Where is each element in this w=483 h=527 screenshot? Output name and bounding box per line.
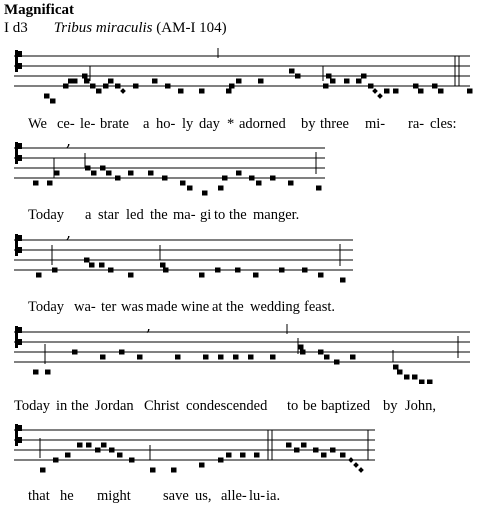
neume-note <box>270 176 276 181</box>
lyric-syllable: feast. <box>304 299 335 315</box>
lyric-syllable: made <box>146 299 178 315</box>
neume-rhombus <box>372 88 378 94</box>
neume-note <box>418 89 424 94</box>
c-clef-icon <box>18 327 22 333</box>
chant-title: Magnificat <box>4 2 74 18</box>
lyric-syllable: manger. <box>253 207 300 223</box>
neume-note <box>150 468 156 473</box>
chant-subtitle <box>4 20 227 37</box>
neume-note <box>99 263 105 268</box>
lyric-syllable: Christ <box>144 398 180 414</box>
neume-note <box>321 453 327 458</box>
breath-mark: , <box>146 322 152 335</box>
neume-note <box>344 79 350 84</box>
neume-note <box>77 443 83 448</box>
lyric-syllable: ter <box>101 299 117 315</box>
neume-note <box>163 268 169 273</box>
c-clef-icon <box>15 326 18 348</box>
neume-note <box>289 69 295 74</box>
c-clef-icon <box>18 339 22 345</box>
lyric-syllable: brate <box>100 116 129 132</box>
neume-note <box>103 84 109 89</box>
lyric-syllable: Jordan <box>95 398 134 414</box>
neume-note <box>258 79 264 84</box>
neume-note <box>109 448 115 453</box>
lyric-syllable: Today <box>28 299 65 315</box>
neume-note <box>301 443 307 448</box>
neume-note <box>226 89 232 94</box>
neume-note <box>432 84 438 89</box>
c-clef-icon <box>18 143 22 149</box>
neume-note <box>180 181 186 186</box>
lyric-syllable: adorned <box>239 116 286 132</box>
neume-note <box>286 443 292 448</box>
neume-note <box>298 345 304 350</box>
neume-note <box>413 84 419 89</box>
neume-note <box>419 380 425 385</box>
antiphon-reference: (AM-I 104) <box>156 20 227 36</box>
neume-note <box>162 176 168 181</box>
neume-rhombus <box>120 88 126 94</box>
neume-note <box>249 176 255 181</box>
lyric-syllable: three <box>320 116 349 132</box>
neume-note <box>323 84 329 89</box>
neume-note <box>178 89 184 94</box>
neume-rhombus <box>348 457 354 463</box>
lyric-syllable: was <box>121 299 144 315</box>
neume-note <box>229 84 235 89</box>
neume-note <box>330 448 336 453</box>
neume-note <box>248 355 254 360</box>
neume-note <box>438 89 444 94</box>
neume-note <box>199 463 205 468</box>
mode-label: I d3 <box>4 20 28 36</box>
neume-note <box>218 355 224 360</box>
lyric-syllable: gi <box>200 207 212 223</box>
neume-note <box>148 171 154 176</box>
neume-note <box>218 458 224 463</box>
neume-note <box>187 186 193 191</box>
c-clef-icon <box>18 63 22 69</box>
neume-note <box>45 370 51 375</box>
neume-note <box>91 171 97 176</box>
lyric-syllable: lu- <box>249 488 266 504</box>
neume-note <box>295 74 301 79</box>
neume-note <box>218 186 224 191</box>
neume-note <box>334 360 340 365</box>
staff-4 <box>0 322 483 384</box>
staff-1 <box>0 46 483 106</box>
c-clef-icon <box>15 234 18 256</box>
neume-note <box>40 468 46 473</box>
lyric-syllable: to <box>287 398 299 414</box>
lyric-syllable: led <box>126 207 144 223</box>
neume-note <box>128 171 134 176</box>
neume-note <box>52 268 58 273</box>
neume-note <box>254 453 260 458</box>
neume-note <box>175 355 181 360</box>
lyric-syllable: save <box>163 488 189 504</box>
neume-note <box>84 258 90 263</box>
lyric-syllable: he <box>60 488 74 504</box>
neume-note <box>302 268 308 273</box>
lyric-syllable: ho- <box>156 116 176 132</box>
neume-note <box>82 74 88 79</box>
neume-note <box>84 79 90 84</box>
neume-note <box>101 443 107 448</box>
lyric-syllable: in <box>56 398 68 414</box>
neume-note <box>350 355 356 360</box>
neume-note <box>199 89 205 94</box>
lyric-syllable: cles: <box>430 116 457 132</box>
neume-note <box>279 268 285 273</box>
lyric-syllable: to <box>214 207 226 223</box>
lyric-syllable: John, <box>405 398 437 414</box>
neume-note <box>128 273 134 278</box>
neume-note <box>393 89 399 94</box>
neume-note <box>235 268 241 273</box>
lyric-syllable: the <box>226 299 244 315</box>
c-clef-icon <box>15 50 18 72</box>
neume-note <box>50 99 56 104</box>
neume-note <box>117 453 123 458</box>
neume-note <box>222 176 228 181</box>
neume-note <box>240 453 246 458</box>
lyric-syllable: the <box>150 207 168 223</box>
lyric-syllable: le- <box>80 116 96 132</box>
neume-note <box>313 448 319 453</box>
lyric-syllable: wine <box>181 299 210 315</box>
neume-note <box>100 355 106 360</box>
neume-note <box>160 263 166 268</box>
lyric-syllable: the <box>229 207 247 223</box>
lyric-syllable: might <box>97 488 131 504</box>
neume-note <box>96 89 102 94</box>
neume-note <box>384 89 390 94</box>
lyric-syllable: that <box>28 488 50 504</box>
neume-note <box>467 89 473 94</box>
neume-note <box>53 458 59 463</box>
neume-rhombus <box>377 93 383 99</box>
neume-note <box>106 171 112 176</box>
neume-note <box>137 355 143 360</box>
breath-mark: , <box>66 138 72 150</box>
neume-note <box>54 171 60 176</box>
neume-note <box>226 453 232 458</box>
neume-note <box>256 181 262 186</box>
neume-note <box>65 453 71 458</box>
neume-note <box>318 350 324 355</box>
neume-note <box>33 181 39 186</box>
lyric-syllable: day <box>199 116 220 132</box>
c-clef-icon <box>15 424 18 446</box>
neume-note <box>100 166 106 171</box>
lyric-syllable: condescended <box>186 398 268 414</box>
lyric-syllable: wa- <box>74 299 96 315</box>
neume-note <box>115 176 121 181</box>
neume-note <box>294 448 300 453</box>
neume-note <box>427 380 433 385</box>
neume-note <box>95 448 101 453</box>
lyric-syllable: Today <box>14 398 51 414</box>
lyric-syllable: us, <box>195 488 212 504</box>
lyric-syllable: mi- <box>365 116 386 132</box>
neume-note <box>404 375 410 380</box>
neume-note <box>270 355 276 360</box>
c-clef-icon <box>18 235 22 241</box>
c-clef-icon <box>18 247 22 253</box>
neume-note <box>86 443 92 448</box>
lyric-syllable: a <box>85 207 92 223</box>
neume-note <box>324 355 330 360</box>
lyric-syllable: ra- <box>408 116 425 132</box>
staff-2 <box>0 138 483 198</box>
neume-note <box>412 375 418 380</box>
neume-note <box>171 468 177 473</box>
neume-note <box>72 79 78 84</box>
neume-rhombus <box>353 462 359 468</box>
neume-note <box>233 355 239 360</box>
c-clef-icon <box>18 51 22 57</box>
antiphon-name: Tribus miraculis <box>53 20 153 36</box>
neume-note <box>108 79 114 84</box>
neume-note <box>326 74 332 79</box>
lyric-syllable: * <box>227 116 235 132</box>
neume-note <box>236 171 242 176</box>
neume-note <box>361 74 367 79</box>
breath-mark: , <box>66 230 72 242</box>
lyric-syllable: at <box>212 299 223 315</box>
neume-note <box>393 365 399 370</box>
neume-note <box>36 273 42 278</box>
lyric-syllable: We <box>28 116 47 132</box>
neume-note <box>33 370 39 375</box>
neume-note <box>330 79 336 84</box>
neume-note <box>133 84 139 89</box>
lyric-syllable: by <box>301 116 316 132</box>
neume-note <box>288 181 294 186</box>
lyric-syllable: the <box>71 398 89 414</box>
lyric-syllable: star <box>98 207 119 223</box>
lyric-syllable: baptized <box>321 398 371 414</box>
lyric-syllable: ce- <box>57 116 75 132</box>
lyric-syllable: ia. <box>266 488 281 504</box>
neume-note <box>63 84 69 89</box>
neume-note <box>44 94 50 99</box>
lyric-syllable: Today <box>28 207 65 223</box>
neume-note <box>129 458 135 463</box>
neume-rhombus <box>358 467 364 473</box>
neume-note <box>236 79 242 84</box>
neume-note <box>108 268 114 273</box>
neume-note <box>199 273 205 278</box>
c-clef-icon <box>18 437 22 443</box>
neume-note <box>115 84 121 89</box>
neume-note <box>215 268 221 273</box>
c-clef-icon <box>18 155 22 161</box>
neume-note <box>119 350 125 355</box>
lyric-syllable: a <box>143 116 150 132</box>
staff-3 <box>0 230 483 290</box>
lyric-syllable: by <box>383 398 398 414</box>
c-clef-icon <box>18 425 22 431</box>
lyric-syllable: alle- <box>221 488 247 504</box>
neume-note <box>368 84 374 89</box>
neume-note <box>253 273 259 278</box>
neume-note <box>152 79 158 84</box>
lyric-syllable: ly <box>182 116 194 132</box>
neume-note <box>165 84 171 89</box>
neume-note <box>203 355 209 360</box>
neume-note <box>340 278 346 283</box>
neume-note <box>318 273 324 278</box>
c-clef-icon <box>15 142 18 164</box>
neume-note <box>85 166 91 171</box>
lyric-syllable: wedding <box>250 299 300 315</box>
neume-note <box>202 191 208 196</box>
neume-note <box>72 350 78 355</box>
staff-5 <box>0 420 483 482</box>
lyric-syllable: be <box>303 398 317 414</box>
neume-note <box>397 370 403 375</box>
neume-note <box>89 263 95 268</box>
neume-note <box>316 186 322 191</box>
lyric-syllable: ma- <box>173 207 196 223</box>
neume-note <box>47 181 53 186</box>
neume-note <box>90 84 96 89</box>
neume-note <box>356 79 362 84</box>
neume-note <box>340 453 346 458</box>
neume-note <box>300 350 306 355</box>
